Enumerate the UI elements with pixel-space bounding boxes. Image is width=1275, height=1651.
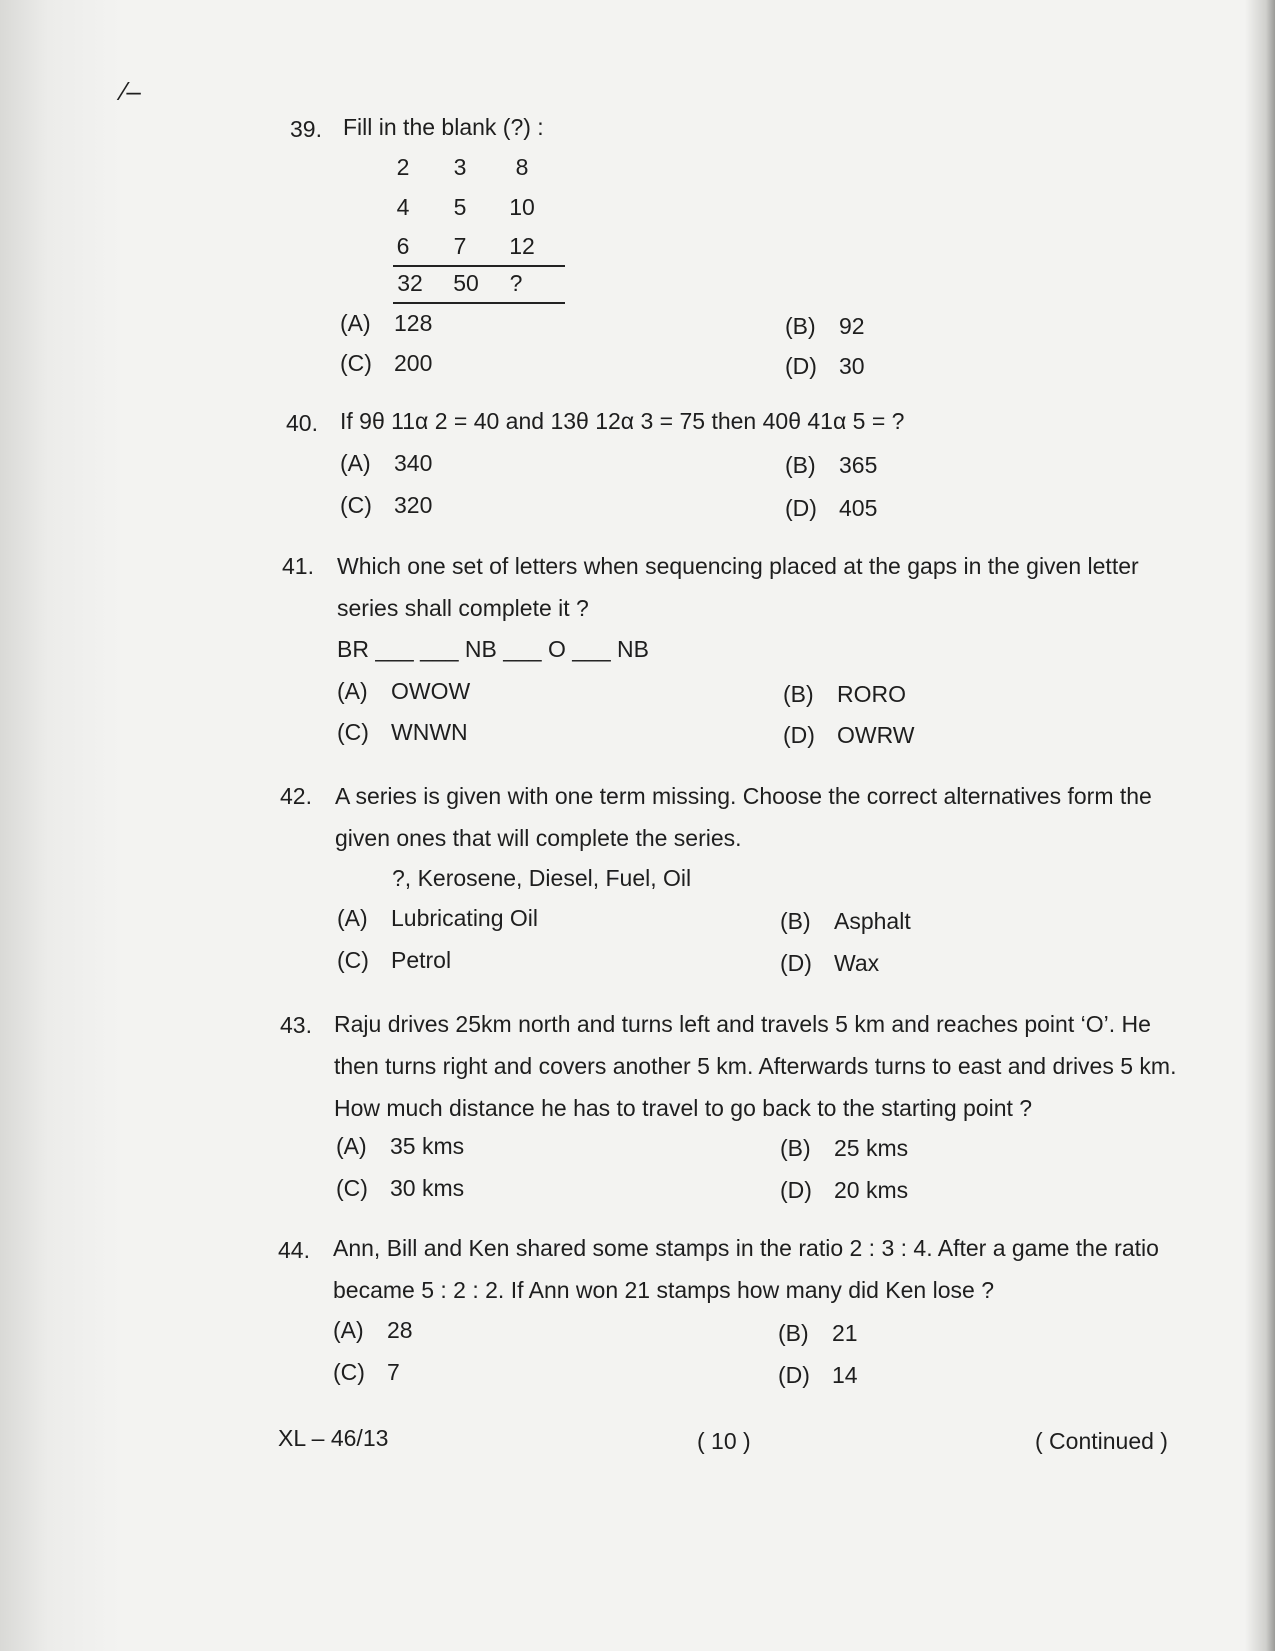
grid-cell: 2	[396, 154, 410, 180]
question-number: 41.	[282, 553, 314, 579]
question-number: 39.	[290, 116, 322, 142]
option-b[interactable]: (B) 365	[785, 452, 878, 478]
option-c[interactable]: (C) Petrol	[337, 947, 452, 973]
option-b[interactable]: (B) 21	[778, 1320, 858, 1346]
option-d[interactable]: (D) OWRW	[783, 722, 915, 748]
option-b[interactable]: (B) Asphalt	[780, 908, 911, 934]
option-d[interactable]: (D) 30	[785, 353, 865, 379]
option-a[interactable]: (A) Lubricating Oil	[337, 905, 539, 931]
question-number: 44.	[278, 1237, 310, 1263]
option-c[interactable]: (C) 7	[333, 1359, 400, 1385]
option-a[interactable]: (A) 128	[340, 310, 433, 336]
option-a[interactable]: (A) 340	[340, 450, 433, 476]
question-text: Raju drives 25km north and turns left and travels 5 km and reaches point ‘O’. He then turns right and covers another 5 km. Afterwards turns to east and drives 5 km. How much distance he has to travel to go back to the starting point ?	[334, 1011, 1177, 1121]
option-b[interactable]: (B) 25 kms	[780, 1135, 909, 1161]
question-text: Ann, Bill and Ken shared some stamps in the ratio 2 : 3 : 4. After a game the ratio became 5 : 2 : 2. If Ann won 21 stamps how many did Ken lose ?	[333, 1235, 1159, 1303]
grid-cell: 5	[453, 194, 467, 220]
question-number: 42.	[280, 783, 312, 809]
option-c[interactable]: (C) 30 kms	[336, 1175, 465, 1201]
letter-series: BR ___ ___ NB ___ O ___ NB	[337, 636, 649, 662]
page-edge-shadow-left	[0, 0, 120, 1651]
option-d[interactable]: (D) 14	[778, 1362, 858, 1388]
grid-cell: 3	[453, 154, 467, 180]
page-number: ( 10 )	[697, 1428, 751, 1454]
question-text: Which one set of letters when sequencing placed at the gaps in the given letter series shall complete it ?	[337, 553, 1139, 621]
question-text: Fill in the blank (?) :	[343, 114, 544, 140]
grid-cell: ?	[509, 270, 523, 296]
grid-cell: 10	[509, 194, 535, 220]
option-a[interactable]: (A) OWOW	[337, 678, 471, 704]
continued-label: ( Continued )	[1035, 1428, 1168, 1454]
margin-mark: ⁄–	[122, 76, 141, 106]
option-d[interactable]: (D) 20 kms	[780, 1177, 909, 1203]
grid-cell: 32	[397, 270, 423, 296]
term-series: ?, Kerosene, Diesel, Fuel, Oil	[392, 865, 692, 891]
grid-cell: 7	[453, 233, 467, 259]
grid-cell: 8	[515, 154, 529, 180]
grid-cell: 12	[509, 233, 535, 259]
question-number: 40.	[286, 410, 318, 436]
option-c[interactable]: (C) 320	[340, 492, 433, 518]
option-c[interactable]: (C) 200	[340, 350, 433, 376]
question-number: 43.	[280, 1012, 312, 1038]
option-d[interactable]: (D) Wax	[780, 950, 880, 976]
question-text: If 9θ 11α 2 = 40 and 13θ 12α 3 = 75 then 40θ 41α 5 = ?	[340, 408, 905, 434]
option-b[interactable]: (B) RORO	[783, 681, 906, 707]
page-edge-shadow-right	[1245, 0, 1275, 1651]
option-d[interactable]: (D) 405	[785, 495, 878, 521]
question-text: A series is given with one term missing. Choose the correct alternatives form the given ones that will complete the series.	[335, 783, 1152, 851]
grid-bottom-rule	[393, 302, 565, 304]
option-b[interactable]: (B) 92	[785, 313, 865, 339]
option-c[interactable]: (C) WNWN	[337, 719, 468, 745]
grid-cell: 6	[396, 233, 410, 259]
grid-cell: 50	[453, 270, 479, 296]
paper-code: XL – 46/13	[278, 1425, 389, 1451]
option-a[interactable]: (A) 28	[333, 1317, 413, 1343]
option-a[interactable]: (A) 35 kms	[336, 1133, 465, 1159]
grid-top-rule	[393, 265, 565, 267]
grid-cell: 4	[396, 194, 410, 220]
